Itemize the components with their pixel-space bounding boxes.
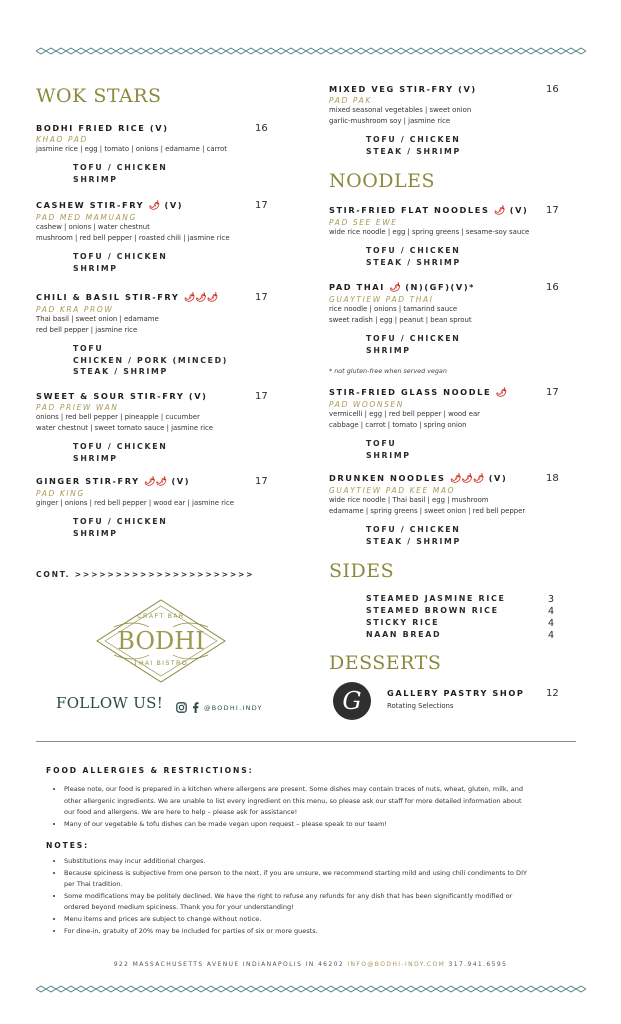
menu-item: [36, 292, 266, 378]
item-price: 17: [546, 387, 559, 398]
item-description: edamame | spring greens | sweet onion | red bell pepper: [329, 507, 526, 515]
item-price: 12: [546, 688, 559, 699]
protein-options: [73, 441, 266, 464]
bodhi-logo: [94, 597, 228, 685]
item-name: GINGER STIR-FRY: [36, 476, 140, 486]
protein-option: SHRIMP: [366, 450, 411, 460]
menu-item: [329, 387, 559, 461]
allergy-note: • Please note, our food is prepared in a kitchen where allergens are present. Some dishes may contain traces of nuts, wheat, gluten, milk, and other allergenic ingredients. We are unable to list every ingredient on this menu, so please ask our staff for more detailed information about our food and allergens. We are here to help – please ask for assistance!: [64, 784, 576, 819]
protein-option: STEAK / SHRIMP: [366, 536, 461, 546]
item-name: BODHI FRIED RICE (V): [36, 123, 169, 133]
menu-item: [36, 200, 266, 274]
protein-options: [73, 162, 266, 185]
item-suffix: (V): [509, 205, 529, 215]
note-item: • Some modifications may be politely declined. We have the right to refuse any refunds for any dish that has been significantly modified or ordered beyond medium spiciness. Thank you for your understanding!: [64, 891, 576, 914]
side-item: [366, 594, 554, 605]
protein-option: TOFU: [366, 439, 397, 448]
protein-option: TOFU / CHICKEN: [73, 517, 168, 526]
chili-icon: 🌶: [389, 283, 401, 293]
instagram-icon[interactable]: [176, 698, 187, 717]
top-border-ornament: [36, 47, 586, 55]
item-thai-name: GUAYTIEW PAD KEE MAO: [329, 486, 456, 495]
protein-options: [366, 333, 559, 356]
item-name: MIXED VEG STIR-FRY (V): [329, 84, 477, 94]
social-handle[interactable]: @BODHI.INDY: [204, 703, 263, 712]
notes-list: [46, 856, 576, 937]
item-suffix: (V): [171, 476, 191, 486]
item-name: DRUNKEN NOODLES: [329, 473, 446, 483]
logo-bottom-text: THAI BISTRO: [133, 661, 189, 667]
protein-option: TOFU: [73, 344, 104, 353]
item-description: wide rice noodle | egg | spring greens | sesame-soy sauce: [329, 228, 530, 236]
social-links: [176, 698, 263, 717]
item-name: GALLERY PASTRY SHOP: [387, 688, 525, 698]
item-description: Thai basil | sweet onion | edamame: [36, 315, 159, 323]
protein-option: TOFU / CHICKEN: [73, 163, 168, 172]
menu-item: [36, 123, 266, 185]
item-thai-name: PAD SEE EWE: [329, 218, 398, 227]
menu-item: [36, 476, 266, 539]
item-thai-name: PAD PRIEW WAN: [36, 403, 119, 412]
item-thai-name: PAD MED MAMUANG: [36, 213, 137, 222]
item-thai-name: PAD KRA PROW: [36, 305, 114, 314]
allergies-section: [46, 766, 576, 830]
item-price: 16: [255, 123, 268, 134]
item-description: cabbage | carrot | tomato | spring onion: [329, 421, 467, 429]
item-description: mushroom | red bell pepper | roasted chili | jasmine rice: [36, 234, 230, 242]
item-suffix: (N)(GF)(V)*: [405, 282, 476, 292]
protein-option: SHRIMP: [73, 453, 118, 463]
protein-options: [73, 343, 266, 378]
protein-options: [366, 134, 559, 157]
item-suffix: (V): [164, 200, 184, 210]
footer-email[interactable]: INFO@BODHI-INDY.COM: [347, 961, 446, 968]
chili-icon: 🌶: [495, 388, 508, 398]
item-description: wide rice noodle | Thai basil | egg | mushroom: [329, 496, 489, 504]
item-thai-name: PAD PAK: [329, 96, 372, 105]
item-description: cashew | onions | water chestnut: [36, 223, 150, 231]
notes-heading: NOTES:: [46, 841, 90, 850]
protein-option: TOFU / CHICKEN: [366, 135, 461, 144]
side-name: STICKY RICE: [366, 618, 440, 627]
item-description: Rotating Selections: [387, 702, 454, 710]
section-title-desserts: DESSERTS: [329, 652, 442, 674]
item-thai-name: PAD KING: [36, 489, 85, 498]
item-name: STIR-FRIED GLASS NOODLE: [329, 387, 492, 397]
side-item: [366, 618, 554, 629]
item-thai-name: PAD WOONSEN: [329, 400, 404, 409]
logo-main-text: BODHI: [117, 627, 205, 655]
protein-options: [366, 245, 559, 268]
note-item: • Substitutions may incur additional charges.: [64, 856, 576, 868]
side-item: [366, 630, 554, 641]
facebook-icon[interactable]: [192, 698, 199, 717]
chili-icon: 🌶: [148, 201, 161, 211]
protein-option: TOFU / CHICKEN: [366, 334, 461, 343]
menu-item: [329, 205, 559, 268]
menu-item: [329, 282, 559, 356]
note-item: • Because spiciness is subjective from one person to the next, if you are unsure, we recommend starting mild and using chili condiments to DIY per Thai tradition.: [64, 868, 576, 891]
protein-option: SHRIMP: [73, 174, 118, 184]
item-name: CASHEW STIR-FRY: [36, 200, 145, 210]
continued-label: CONT. >>>>>>>>>>>>>>>>>>>>>>: [36, 570, 255, 579]
footer-address: 922 MASSACHUSETTS AVENUE INDIANAPOLIS IN 46202: [113, 961, 345, 968]
protein-option: STEAK / SHRIMP: [366, 146, 461, 156]
protein-option: SHRIMP: [73, 263, 118, 273]
chili-icon: 🌶🌶🌶: [183, 293, 219, 303]
chili-icon: 🌶🌶🌶: [449, 474, 485, 484]
item-description: mixed seasonal vegetables | sweet onion: [329, 106, 472, 114]
protein-options: [366, 524, 559, 547]
item-description: ginger | onions | red bell pepper | wood ear | jasmine rice: [36, 499, 234, 507]
section-title-noodles: NOODLES: [329, 170, 436, 192]
protein-option: TOFU / CHICKEN: [366, 525, 461, 534]
item-name: CHILI & BASIL STIR-FRY: [36, 292, 180, 302]
protein-option: STEAK / SHRIMP: [73, 367, 168, 376]
item-price: 18: [546, 473, 559, 484]
item-price: 17: [255, 476, 268, 487]
follow-us-label: FOLLOW US!: [56, 694, 164, 712]
section-divider: [36, 741, 576, 742]
side-name: STEAMED BROWN RICE: [366, 606, 499, 615]
item-price: 16: [546, 282, 559, 293]
protein-option: SHRIMP: [366, 345, 411, 355]
side-price: 4: [547, 618, 554, 629]
item-price: 17: [255, 292, 268, 303]
footer-phone[interactable]: 317.941.6595: [448, 961, 508, 968]
protein-option: TOFU / CHICKEN: [73, 252, 168, 261]
side-item: [366, 606, 554, 617]
item-thai-name: GUAYTIEW PAD THAI: [329, 295, 434, 304]
item-price: 17: [255, 391, 268, 402]
protein-option: TOFU / CHICKEN: [73, 442, 168, 451]
section-title-wok-stars: WOK STARS: [36, 85, 162, 107]
menu-item: [329, 473, 559, 547]
item-description: vermicelli | egg | red bell pepper | wood ear: [329, 410, 480, 418]
footer-contact: [0, 961, 621, 968]
side-name: STEAMED JASMINE RICE: [366, 594, 506, 603]
section-title-sides: SIDES: [329, 560, 395, 582]
item-description: onions | red bell pepper | pineapple | cucumber: [36, 413, 200, 421]
item-price: 16: [546, 84, 559, 95]
protein-options: [73, 251, 266, 274]
item-description: water chestnut | sweet tomato sauce | jasmine rice: [36, 424, 214, 432]
chili-icon: 🌶: [493, 206, 506, 216]
logo-top-text: CRAFT BAR: [137, 614, 185, 620]
item-name: PAD THAI: [329, 282, 385, 292]
notes-section: [46, 841, 576, 937]
protein-option: STEAK / SHRIMP: [366, 257, 461, 267]
protein-options: [73, 516, 266, 539]
note-item: • Menu items and prices are subject to change without notice.: [64, 914, 576, 926]
menu-item: [36, 391, 266, 464]
item-name: STIR-FRIED FLAT NOODLES: [329, 205, 490, 215]
item-description: red bell pepper | jasmine rice: [36, 326, 138, 334]
bottom-border-ornament: [36, 985, 586, 993]
allergies-list: [46, 784, 576, 830]
gluten-note: * not gluten-free when served vegan: [329, 367, 447, 375]
side-price: 4: [547, 606, 554, 617]
item-name: SWEET & SOUR STIR-FRY (V): [36, 391, 208, 401]
allergy-note: • Many of our vegetable & tofu dishes can be made vegan upon request – please speak to our team!: [64, 819, 576, 831]
item-description: sweet radish | egg | peanut | bean sprout: [329, 316, 472, 324]
gallery-pastry-logo: [333, 682, 371, 720]
chili-icon: 🌶🌶: [144, 477, 168, 487]
protein-option: CHICKEN / PORK (MINCED): [73, 355, 229, 365]
note-item: • For dine-in, gratuity of 20% may be included for parties of six or more guests.: [64, 926, 576, 938]
item-price: 17: [546, 205, 559, 216]
protein-options: [366, 438, 559, 461]
protein-option: SHRIMP: [73, 528, 118, 538]
gallery-logo-letter: G: [342, 687, 362, 715]
side-price: 4: [547, 630, 554, 641]
item-description: jasmine rice | egg | tomato | onions | edamame | carrot: [36, 145, 227, 153]
side-name: NAAN BREAD: [366, 630, 442, 639]
item-thai-name: KHAO PAD: [36, 135, 88, 144]
dessert-item: [387, 688, 559, 712]
menu-item: [329, 84, 559, 157]
allergies-heading: FOOD ALLERGIES & RESTRICTIONS:: [46, 766, 254, 775]
side-price: 3: [547, 594, 554, 605]
protein-option: TOFU / CHICKEN: [366, 246, 461, 255]
item-description: rice noodle | onions | tamarind sauce: [329, 305, 458, 313]
item-suffix: (V): [488, 473, 508, 483]
item-price: 17: [255, 200, 268, 211]
item-description: garlic-mushroom soy | jasmine rice: [329, 117, 451, 125]
